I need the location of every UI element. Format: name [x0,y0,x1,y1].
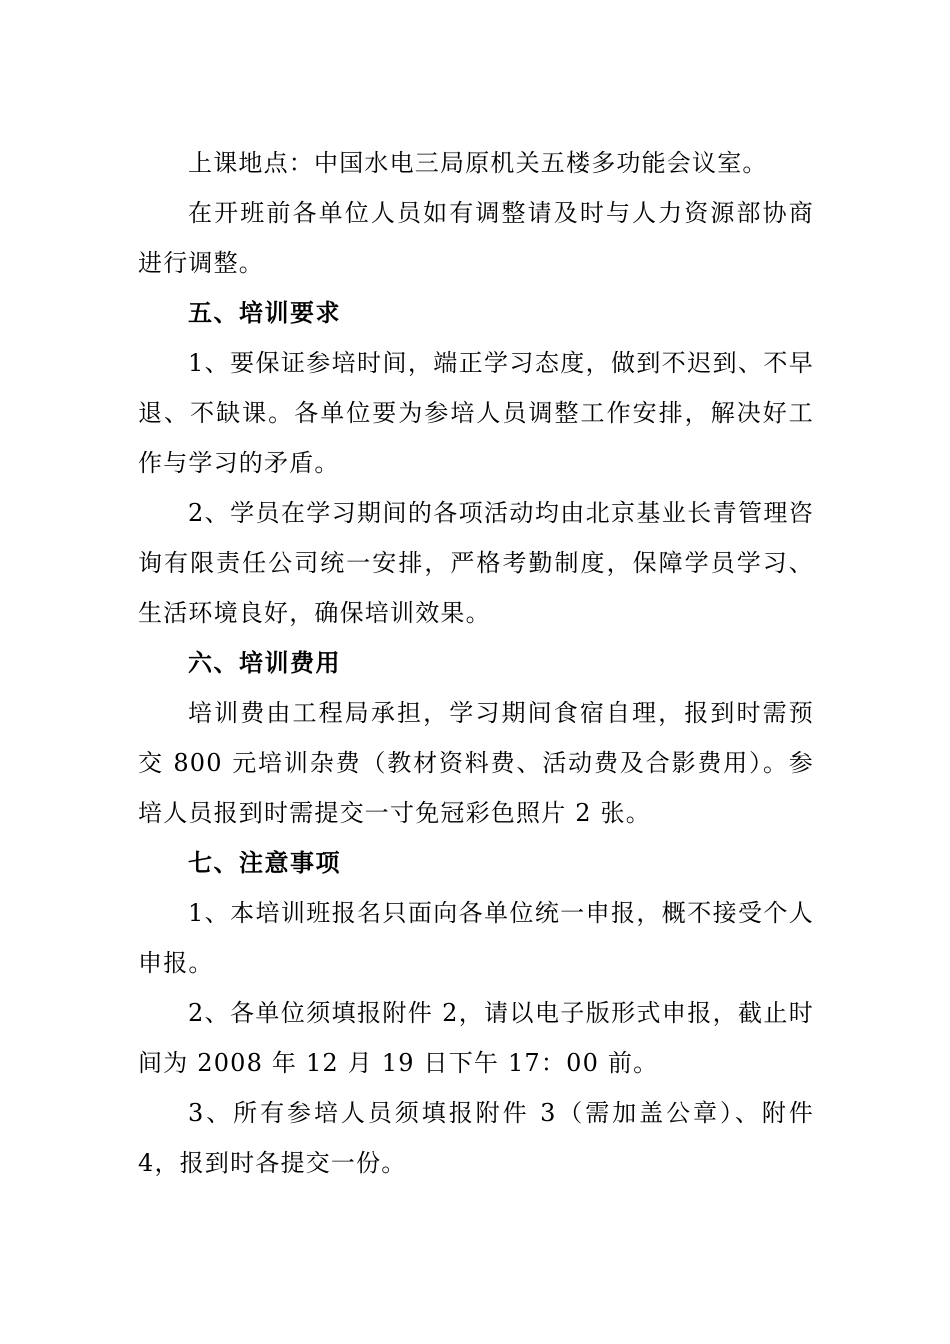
note-2-line-1: 2、各单位须填报附件 2，请以电子版形式申报，截止时 [188,999,814,1027]
note-2-line-2: 间为 2008 年 12 月 19 日下午 17：00 前。 [138,1049,659,1077]
note-1-line-1: 1、本培训班报名只面向各单位统一申报，概不接受个人 [188,899,814,927]
section-heading-training-requirements: 五、培训要求 [188,299,341,327]
section-heading-training-fees: 六、培训费用 [188,649,341,677]
note-3-line-2: 4，报到时各提交一份。 [138,1149,407,1177]
paragraph-adjustment-line-2: 进行调整。 [138,249,264,277]
fees-line-3: 培人员报到时需提交一寸免冠彩色照片 2 张。 [138,799,651,827]
note-3-line-1: 3、所有参培人员须填报附件 3（需加盖公章）、附件 [188,1099,814,1127]
section-heading-notes: 七、注意事项 [188,849,341,877]
requirement-2-line-3: 生活环境良好，确保培训效果。 [138,599,491,627]
fees-line-1: 培训费由工程局承担，学习期间食宿自理，报到时需预 [188,699,814,727]
requirement-1-line-3: 作与学习的矛盾。 [138,449,340,477]
requirement-1-line-1: 1、要保证参培时间，端正学习态度，做到不迟到、不早 [188,349,814,377]
paragraph-venue: 上课地点：中国水电三局原机关五楼多功能会议室。 [188,149,768,177]
fees-line-2: 交 800 元培训杂费（教材资料费、活动费及合影费用）。参 [138,749,814,777]
requirement-1-line-2: 退、不缺课。各单位要为参培人员调整工作安排，解决好工 [138,399,814,427]
requirement-2-line-1: 2、学员在学习期间的各项活动均由北京基业长青管理咨 [188,499,814,527]
requirement-2-line-2: 询有限责任公司统一安排，严格考勤制度，保障学员学习、 [138,549,814,577]
paragraph-adjustment-line-1: 在开班前各单位人员如有调整请及时与人力资源部协商 [188,199,814,227]
note-1-line-2: 申报。 [138,949,214,977]
